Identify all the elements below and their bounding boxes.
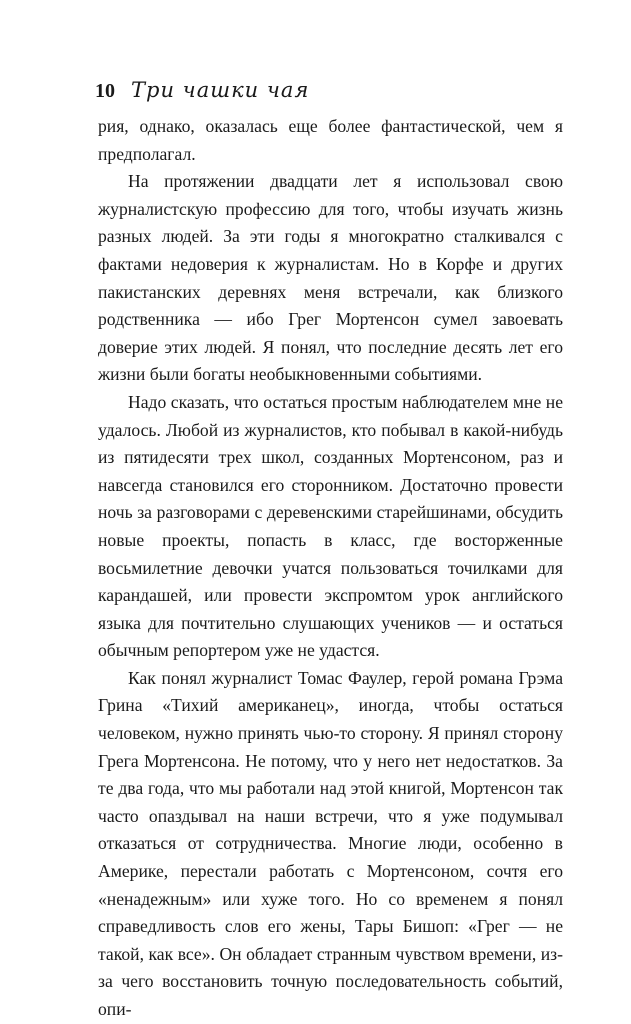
paragraph: Как понял журналист Томас Фаулер, герой романа Грэма Грина «Тихий американец», иногда, чтобы остаться человеком, нужно принять чью-то сторону. Я принял сторону Грега Мортенсона. Не потому, что у него нет недостатков. За те два года, что мы работали над этой книгой, Мортенсон так часто опаздывал на наши встречи, что я уже подумывал отказаться от сотрудничества. Многие люди, особенно в Америке, перестали работать с Мортенсоном, сочтя его «ненадежным» или хуже того. Но со временем я понял справедливость слов его жены, Тары Бишоп: «Грег — не такой, как все». Он обладает странным чувством времени, из-за чего восстановить точную последовательность событий, опи- [98,667,563,1019]
body-text [98,113,563,1024]
paragraph: рия, однако, оказалась еще более фантастической, чем я предполагал. [98,116,563,164]
running-header [95,78,309,108]
book-title: Три чашки чая [131,78,310,102]
paragraph: На протяжении двадцати лет я использовал свою журналистскую профессию для того, чтобы изучать жизнь разных людей. За эти годы я многократно сталкивался с фактами недоверия к журналистам. Но в Корфе и других пакистанских деревнях меня встречали, как близкого родственника — ибо Грег Мортенсон сумел завоевать доверие этих людей. Я понял, что последние десять лет его жизни были богаты необыкновенными событиями. [98,171,563,385]
paragraph: Надо сказать, что остаться простым наблюдателем мне не удалось. Любой из журналистов, кто побывал в какой-нибудь из пятидесяти трех школ, созданных Мортенсоном, раз и навсегда становился его сторонником. Достаточно провести ночь за разговорами с деревенскими старейшинами, обсудить новые проекты, попасть в класс, где восторженные восьмилетние девочки учатся пользоваться точилками для карандашей, или провести экспромтом урок английского языка для почтительно слушающих учеников — и остаться обычным репортером уже не удастся. [98,391,563,661]
page-number: 10 [95,80,115,102]
